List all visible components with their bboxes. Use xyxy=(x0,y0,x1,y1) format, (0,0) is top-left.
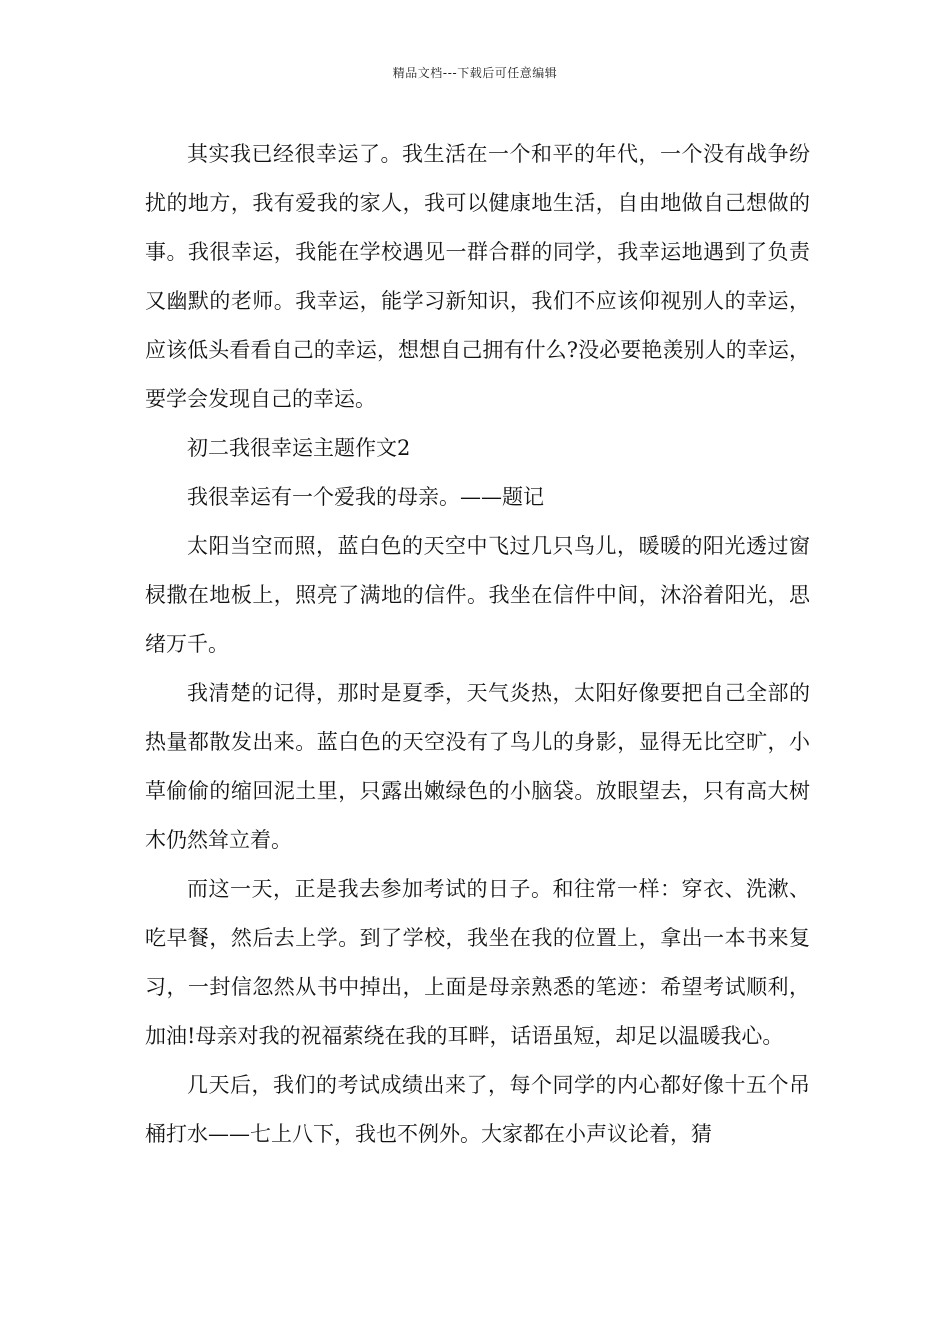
paragraph-5: 几天后，我们的考试成绩出来了，每个同学的内心都好像十五个吊桶打水——七上八下，我也不例外。大家都在小声议论着，猜 xyxy=(145,1073,810,1146)
document-body xyxy=(145,130,810,1159)
section-title: 初二我很幸运主题作文2 xyxy=(187,436,411,460)
page-header: 精品文档---下载后可任意编辑 xyxy=(392,66,558,80)
epigraph: 我很幸运有一个爱我的母亲。——题记 xyxy=(187,485,544,509)
paragraph-3: 我清楚的记得，那时是夏季，天气炎热，太阳好像要把自己全部的热量都散发出来。蓝白色的天空没有了鸟儿的身影，显得无比空旷，小草偷偷的缩回泥土里，只露出嫩绿色的小脑袋。放眼望去，只有高大树木仍然耸立着。 xyxy=(145,681,810,852)
paragraph-2: 太阳当空而照，蓝白色的天空中飞过几只鸟儿，暖暖的阳光透过窗棂撒在地板上，照亮了满地的信件。我坐在信件中间，沐浴着阳光，思绪万千。 xyxy=(145,534,810,656)
paragraph-1: 其实我已经很幸运了。我生活在一个和平的年代，一个没有战争纷扰的地方，我有爱我的家人，我可以健康地生活，自由地做自己想做的事。我很幸运，我能在学校遇见一群合群的同学，我幸运地遇到了负责又幽默的老师。我幸运，能学习新知识，我们不应该仰视别人的幸运，应该低头看看自己的幸运，想想自己拥有什么?没必要艳羡别人的幸运，要学会发现自己的幸运。 xyxy=(145,142,810,411)
paragraph-4: 而这一天，正是我去参加考试的日子。和往常一样：穿衣、洗漱、吃早餐，然后去上学。到了学校，我坐在我的位置上，拿出一本书来复习，一封信忽然从书中掉出，上面是母亲熟悉的笔迹：希望考试顺利，加油!母亲对我的祝福萦绕在我的耳畔，话语虽短，却足以温暖我心。 xyxy=(145,877,810,1048)
